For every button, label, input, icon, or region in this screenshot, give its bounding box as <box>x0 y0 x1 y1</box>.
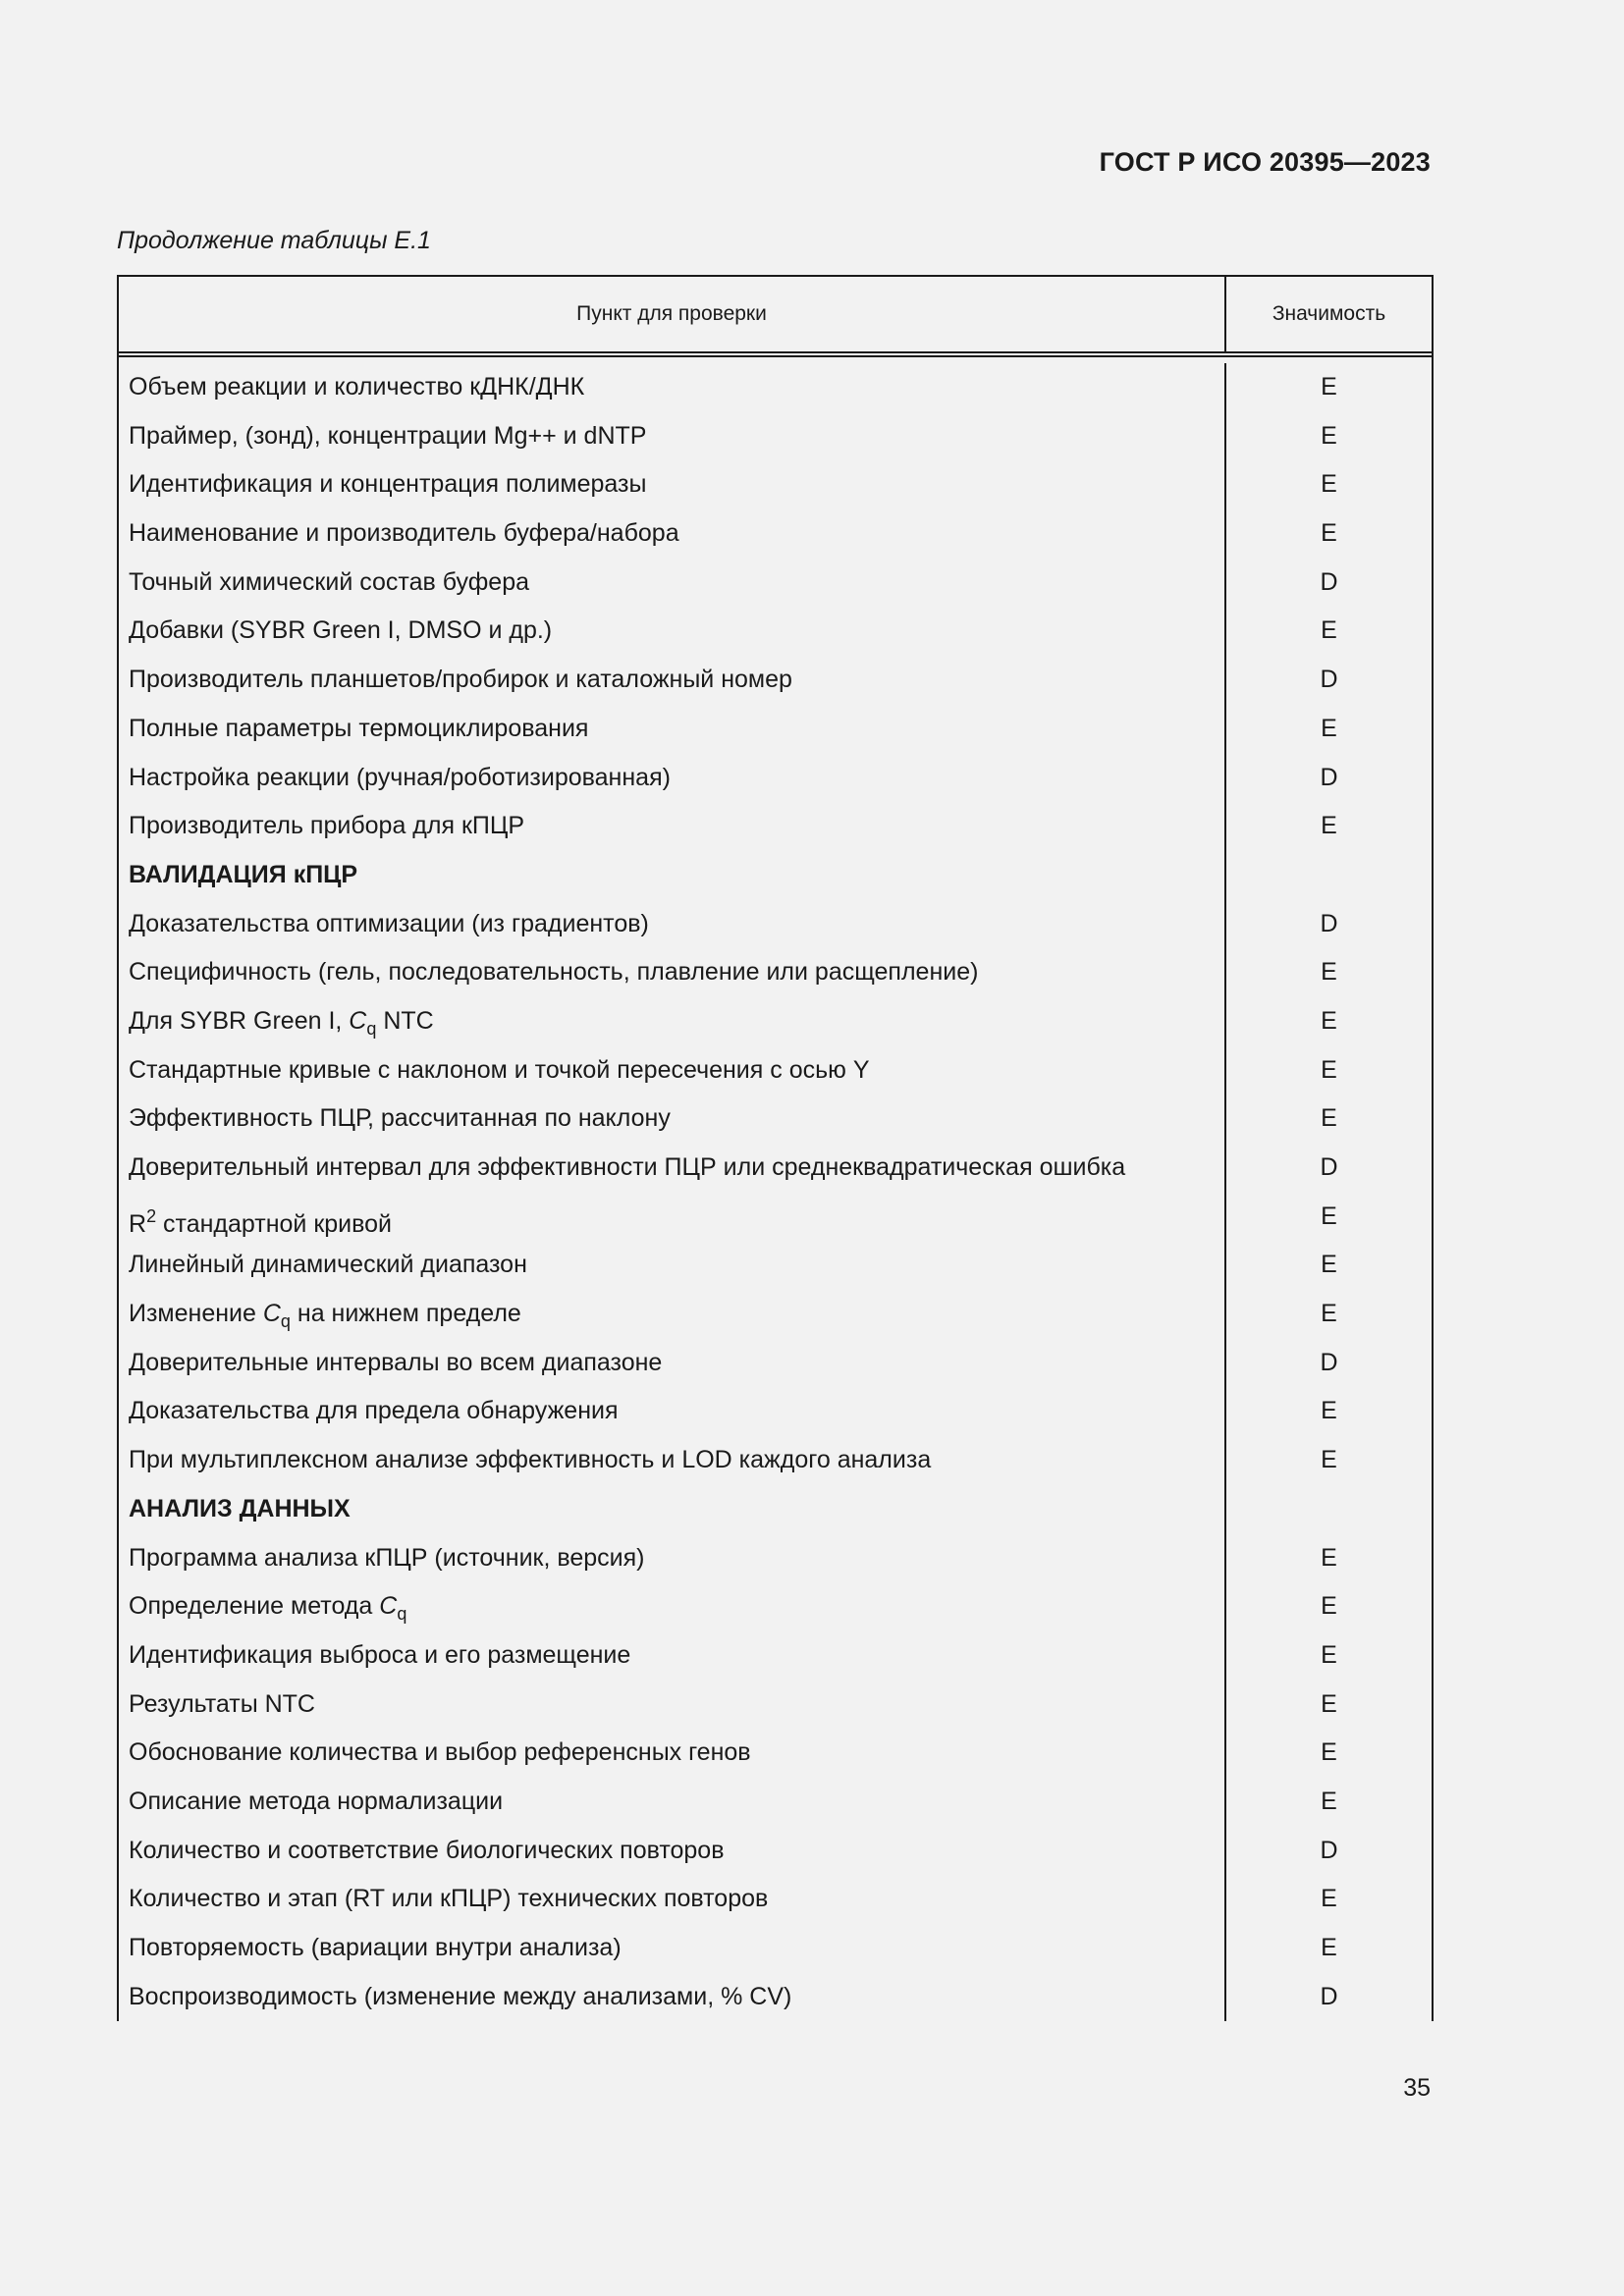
table-caption: Продолжение таблицы Е.1 <box>117 227 431 254</box>
check-item: Стандартные кривые с наклоном и точкой пересечения с осью Y <box>119 1046 1226 1095</box>
significance-value: E <box>1321 1251 1337 1279</box>
significance-value: E <box>1321 616 1337 645</box>
item-text-suffix: стандартной кривой <box>156 1209 392 1238</box>
check-item: Количество и этап (RT или кПЦР) технических повторов <box>119 1875 1226 1924</box>
page-number: 35 <box>1403 2074 1431 2102</box>
item-text-prefix: Для SYBR Green I, <box>129 1006 350 1035</box>
check-item <box>119 1193 1226 1242</box>
significance-value: D <box>1320 666 1338 694</box>
check-item: При мультиплексном анализе эффективность и LOD каждого анализа <box>119 1436 1226 1485</box>
table-row <box>119 1973 1432 2022</box>
table-row <box>119 509 1432 559</box>
table-row <box>119 1778 1432 1827</box>
check-item: Эффективность ПЦР, рассчитанная по наклону <box>119 1095 1226 1144</box>
table-row <box>119 900 1432 949</box>
significance-value: D <box>1320 1982 1338 2010</box>
significance-value <box>1226 851 1432 900</box>
table-row <box>119 1046 1432 1095</box>
table-row <box>119 997 1432 1046</box>
significance-value: E <box>1321 1787 1337 1815</box>
column-header-item: Пункт для проверки <box>119 277 1226 351</box>
subscript-q: q <box>280 1311 291 1332</box>
table-row <box>119 948 1432 997</box>
significance-value: E <box>1321 421 1337 450</box>
check-item: Повторяемость (вариации внутри анализа) <box>119 1924 1226 1973</box>
table-row <box>119 1875 1432 1924</box>
table-row <box>119 754 1432 803</box>
check-item: Настройка реакции (ручная/роботизированная) <box>119 754 1226 803</box>
document-code: ГОСТ Р ИСО 20395—2023 <box>1099 147 1431 177</box>
table-row <box>119 460 1432 509</box>
check-item: Программа анализа кПЦР (источник, версия) <box>119 1534 1226 1583</box>
item-text-prefix: Определение метода <box>129 1592 380 1621</box>
significance-value <box>1226 1485 1432 1534</box>
significance-value: D <box>1320 763 1338 791</box>
subscript-q: q <box>397 1604 407 1625</box>
symbol-c: C <box>349 1006 367 1035</box>
table-row <box>119 1387 1432 1436</box>
table-row <box>119 1290 1432 1339</box>
item-text-suffix: NTC <box>376 1006 434 1035</box>
check-item: Праймер, (зонд), концентрации Mg++ и dNTP <box>119 412 1226 461</box>
check-item: Описание метода нормализации <box>119 1778 1226 1827</box>
checklist-table <box>117 275 1434 2021</box>
check-item: Добавки (SYBR Green I, DMSO и др.) <box>119 607 1226 656</box>
table-row <box>119 1631 1432 1681</box>
significance-value: D <box>1320 1348 1338 1376</box>
check-item: Полные параметры термоциклирования <box>119 705 1226 754</box>
significance-value: E <box>1321 1397 1337 1425</box>
significance-value: D <box>1320 1153 1338 1181</box>
significance-value: D <box>1320 567 1338 596</box>
significance-value: E <box>1321 470 1337 499</box>
table-row <box>119 607 1432 656</box>
check-item: Обоснование количества и выбор референсных генов <box>119 1729 1226 1778</box>
significance-value: D <box>1320 1836 1338 1864</box>
check-item <box>119 997 1226 1046</box>
table-row <box>119 1144 1432 1193</box>
check-item: Доказательства для предела обнаружения <box>119 1387 1226 1436</box>
section-heading: ВАЛИДАЦИЯ кПЦР <box>119 851 1226 900</box>
table-row <box>119 412 1432 461</box>
check-item: Идентификация выброса и его размещение <box>119 1631 1226 1681</box>
check-item: Наименование и производитель буфера/набора <box>119 509 1226 559</box>
significance-value: E <box>1321 1640 1337 1669</box>
table-row <box>119 656 1432 705</box>
check-item: Воспроизводимость (изменение между анализами, % CV) <box>119 1973 1226 2022</box>
significance-value: E <box>1321 1104 1337 1133</box>
check-item: Специфичность (гель, последовательность, плавление или расщепление) <box>119 948 1226 997</box>
significance-value: E <box>1321 1885 1337 1913</box>
item-text-prefix: R <box>129 1209 147 1238</box>
table-row <box>119 1095 1432 1144</box>
item-text-suffix: на нижнем пределе <box>290 1300 521 1328</box>
check-item: Линейный динамический диапазон <box>119 1241 1226 1290</box>
section-heading-row <box>119 851 1432 900</box>
table-row <box>119 802 1432 851</box>
table-row <box>119 1924 1432 1973</box>
significance-value: E <box>1321 1592 1337 1621</box>
significance-value: E <box>1321 1689 1337 1718</box>
check-item: Идентификация и концентрация полимеразы <box>119 460 1226 509</box>
symbol-c: C <box>262 1300 281 1328</box>
check-item: Доказательства оптимизации (из градиентов) <box>119 900 1226 949</box>
significance-value: E <box>1321 1201 1337 1230</box>
table-row <box>119 559 1432 608</box>
check-item: Количество и соответствие биологических повторов <box>119 1827 1226 1876</box>
table-row <box>119 1827 1432 1876</box>
check-item: Доверительные интервалы во всем диапазоне <box>119 1339 1226 1388</box>
significance-value: E <box>1321 519 1337 548</box>
table-row <box>119 1729 1432 1778</box>
table-body <box>119 357 1432 2021</box>
table-row <box>119 1241 1432 1290</box>
significance-value: E <box>1321 1446 1337 1474</box>
significance-value: E <box>1321 1300 1337 1328</box>
column-header-significance: Значимость <box>1272 302 1386 325</box>
significance-value: D <box>1320 909 1338 937</box>
significance-value: E <box>1321 1543 1337 1572</box>
significance-value: E <box>1321 812 1337 840</box>
significance-value: E <box>1321 958 1337 987</box>
check-item: Объем реакции и количество кДНК/ДНК <box>119 363 1226 412</box>
significance-value: E <box>1321 1055 1337 1084</box>
significance-value: E <box>1321 714 1337 742</box>
subscript-q: q <box>366 1018 377 1039</box>
significance-value: E <box>1321 1934 1337 1961</box>
table-row <box>119 705 1432 754</box>
table-row <box>119 1582 1432 1631</box>
check-item: Производитель планшетов/пробирок и каталожный номер <box>119 656 1226 705</box>
section-heading-row <box>119 1485 1432 1534</box>
significance-value: E <box>1321 1006 1337 1035</box>
check-item <box>119 1582 1226 1631</box>
table-row <box>119 363 1432 412</box>
section-heading: АНАЛИЗ ДАННЫХ <box>119 1485 1226 1534</box>
table-row <box>119 1436 1432 1485</box>
symbol-c: C <box>379 1592 398 1621</box>
check-item: Доверительный интервал для эффективности ПЦР или среднеквадратическая ошибка <box>119 1144 1226 1193</box>
item-text-prefix: Изменение <box>129 1300 263 1328</box>
check-item: Точный химический состав буфера <box>119 559 1226 608</box>
table-row <box>119 1339 1432 1388</box>
superscript: 2 <box>146 1205 157 1226</box>
check-item: Производитель прибора для кПЦР <box>119 802 1226 851</box>
significance-value: E <box>1321 373 1337 400</box>
check-item: Результаты NTC <box>119 1681 1226 1730</box>
significance-value: E <box>1321 1738 1337 1767</box>
table-row <box>119 1681 1432 1730</box>
table-header <box>119 277 1432 357</box>
check-item <box>119 1290 1226 1339</box>
table-row <box>119 1534 1432 1583</box>
table-row <box>119 1193 1432 1242</box>
